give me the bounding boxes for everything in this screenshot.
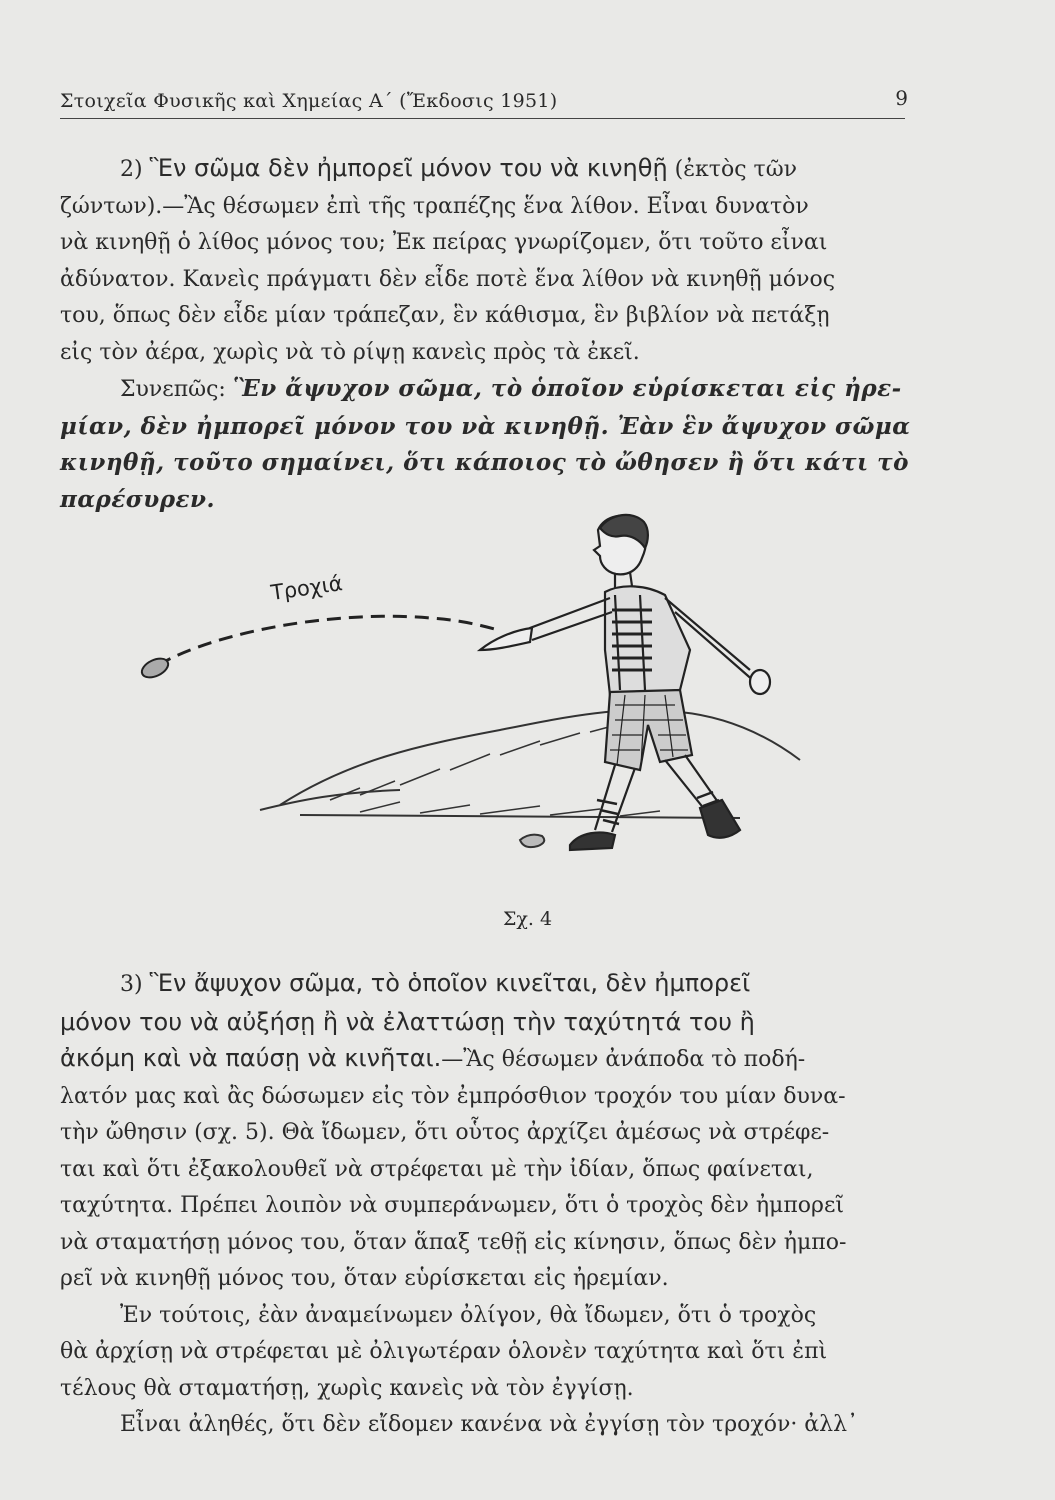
text-line: ταχύτητα. Πρέπει λοιπὸν νὰ συμπεράνωμεν, ὅτι ὁ τροχὸς δὲν ἠμπορεῖ xyxy=(60,1193,844,1218)
trajectory-label: Τροχιά xyxy=(269,571,345,605)
boy-throwing-stone-illustration xyxy=(100,500,960,900)
text-line: ζώντων).—Ἂς θέσωμεν ἐπὶ τῆς τραπέζης ἕνα λίθον. Εἶναι δυνατὸν xyxy=(60,193,809,219)
text-line xyxy=(60,1040,915,1079)
text-line: ἀδύνατον. Κανεὶς πράγματι δὲν εἶδε ποτὲ ἕνα λίθον νὰ κινηθῇ μόνος xyxy=(60,266,836,292)
text-line: Ἐν τούτοις, ἐὰν ἀναμείνωμεν ὀλίγον, θὰ ἴδωμεν, ὅτι ὁ τροχὸς xyxy=(120,1302,817,1328)
text-line: νὰ κινηθῇ ὁ λίθος μόνος του; Ἐκ πείρας γνωρίζομεν, ὅτι τοῦτο εἶναι xyxy=(60,230,828,255)
hill-line xyxy=(280,710,800,805)
text-fragment: —Ἂς θέσωμεν ἀνάποδα τὸ ποδή- xyxy=(441,1047,806,1072)
back-shoe xyxy=(700,800,740,838)
text-line: ται καὶ ὅτι ἐξακολουθεῖ νὰ στρέφεται μὲ τὴν ἰδίαν, ὅπως φαίνεται, xyxy=(60,1156,814,1182)
text-line: του, ὅπως δὲν εἶδε μίαν τράπεζαν, ἓν κάθισμα, ἓν βιβλίον νὰ πετάξῃ xyxy=(60,303,830,328)
text-line: τέλους θὰ σταματήσῃ, χωρὶς κανεὶς νὰ τὸν ἐγγίσῃ. xyxy=(60,1375,634,1401)
trajectory-path xyxy=(158,616,498,665)
conclusion-bold: παρέσυρεν. xyxy=(60,485,215,513)
figure-caption: Σχ. 4 xyxy=(502,908,553,930)
boy-figure xyxy=(480,515,770,850)
text-line: λατόν μας καὶ ἂς δώσωμεν εἰς τὸν ἐμπρόσθιον τροχόν του μίαν δυνα- xyxy=(60,1083,846,1109)
text-line: Εἶναι ἀληθές, ὅτι δὲν εἴδομεν κανένα νὰ ἐγγίσῃ τὸν τροχόν· ἀλλ᾽ xyxy=(120,1412,859,1437)
item-number: 3) xyxy=(120,972,150,997)
text-line: νὰ σταματήσῃ μόνος του, ὅταν ἅπαξ τεθῇ εἰς κίνησιν, ὅπως δὲν ἠμπο- xyxy=(60,1229,847,1255)
text-line xyxy=(60,150,915,189)
conclusion-bold: κινηθῇ, τοῦτο σημαίνει, ὅτι κάποιος τὸ ὤθησεν ἢ ὅτι κάτι τὸ xyxy=(60,449,909,476)
principle-heading: ἀκόμη καὶ νὰ παύσῃ νὰ κινῆται. xyxy=(60,1044,442,1072)
principle-heading: μόνον του νὰ αὐξήσῃ ἢ νὰ ἐλαττώσῃ τὴν ταχύτητά του ἢ xyxy=(60,1007,755,1036)
item-number: 2) xyxy=(120,157,150,182)
paragraph-3 xyxy=(60,965,915,1444)
text-fragment: (ἐκτὸς τῶν xyxy=(667,157,798,182)
open-hand xyxy=(480,628,532,650)
ground-line xyxy=(300,815,740,818)
stone-shape xyxy=(139,655,171,681)
text-line: ρεῖ νὰ κινηθῇ μόνος του, ὅταν εὑρίσκεται εἰς ἠρεμίαν. xyxy=(60,1266,669,1291)
conclusion-bold: μίαν, δὲν ἠμπορεῖ μόνον του νὰ κινηθῇ. Ἐὰν ἓν ἄψυχον σῶμα xyxy=(60,412,911,440)
text-line xyxy=(60,965,915,1004)
page-header xyxy=(60,86,908,119)
rock-shape xyxy=(520,835,544,847)
text-line: εἰς τὸν ἀέρα, χωρὶς νὰ τὸ ρίψῃ κανεὶς πρὸς τὰ ἐκεῖ. xyxy=(60,339,640,365)
fist xyxy=(750,670,770,694)
paragraph-2 xyxy=(60,150,915,518)
text-line: τὴν ὤθησιν (σχ. 5). Θὰ ἴδωμεν, ὅτι οὗτος ἀρχίζει ἀμέσως νὰ στρέφε- xyxy=(60,1120,830,1145)
conclusion-lead: Συνεπῶς: xyxy=(120,377,233,402)
conclusion-bold: Ἓν ἄψυχον σῶμα, τὸ ὁποῖον εὑρίσκεται εἰς ἠρε- xyxy=(232,375,902,402)
conclusion-line xyxy=(60,371,915,409)
principle-heading: Ἓν ἄψυχον σῶμα, τὸ ὁποῖον κινεῖται, δὲν ἠμπορεῖ xyxy=(149,969,751,997)
text-line: θὰ ἀρχίσῃ νὰ στρέφεται μὲ ὀλιγωτέραν ὁλονὲν ταχύτητα καὶ ὅτι ἐπὶ xyxy=(60,1339,828,1364)
page-number: 9 xyxy=(895,86,908,110)
front-shoe xyxy=(570,832,615,850)
running-title: Στοιχεῖα Φυσικῆς καὶ Χημείας Α΄ (Ἔκδοσις 1951) xyxy=(60,90,558,112)
principle-heading: Ἓν σῶμα δὲν ἠμπορεῖ μόνον του νὰ κινηθῇ xyxy=(149,154,668,182)
